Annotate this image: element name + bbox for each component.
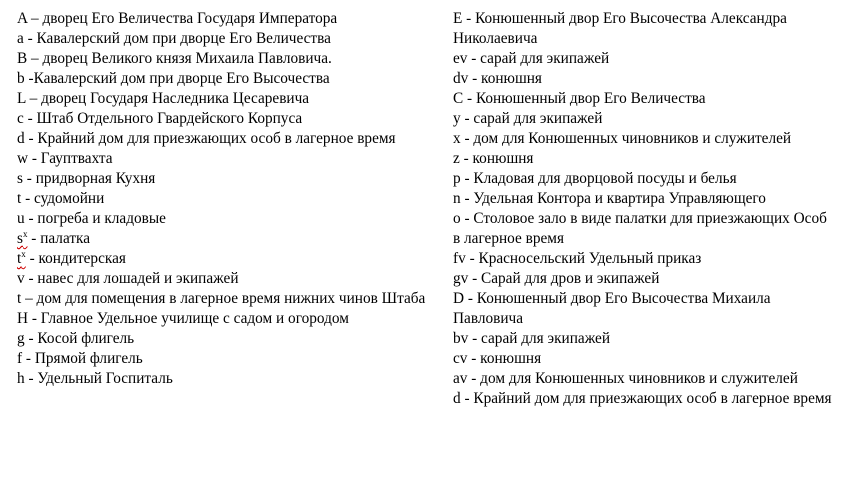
legend-entry	[17, 249, 429, 269]
legend-entry: v - навес для лошадей и экипажей	[17, 270, 239, 287]
legend-entry: C - Конюшенный двор Его Величества	[453, 90, 706, 107]
legend-entry: f - Прямой флигель	[17, 350, 143, 367]
legend-entry: bv - сарай для экипажей	[453, 330, 611, 347]
legend-entry: o - Столовое зало в виде палатки для приезжающих Особ в лагерное время	[453, 210, 827, 247]
legend-code	[17, 230, 27, 247]
legend-entry: x - дом для Конюшенных чиновников и служителей	[453, 130, 792, 147]
legend-entry: D - Конюшенный двор Его Высочества Михаила Павловича	[453, 290, 771, 327]
legend-description: - кондитерская	[25, 250, 126, 267]
legend-code-superscript: x	[22, 229, 28, 239]
legend-entry: av - дом для Конюшенных чиновников и служителей	[453, 370, 798, 387]
legend-entry: ev - сарай для экипажей	[453, 50, 610, 67]
legend-entry: w - Гауптвахта	[17, 150, 113, 167]
legend-entry: s - придворная Кухня	[17, 170, 156, 187]
legend-entry	[17, 229, 429, 249]
legend-entry: h - Удельный Госпиталь	[17, 370, 173, 387]
legend-code-letter: s	[17, 230, 23, 247]
legend-entry: H - Главное Удельное училище с садом и огородом	[17, 310, 349, 327]
legend-entry: L – дворец Государя Наследника Цесаревича	[17, 90, 310, 107]
legend-entry: z - конюшня	[453, 150, 534, 167]
legend-entry: y - сарай для экипажей	[453, 110, 603, 127]
legend-entry: g - Косой флигель	[17, 330, 135, 347]
legend-description: - палатка	[27, 230, 91, 247]
legend-entry: a - Кавалерский дом при дворце Его Величества	[17, 30, 331, 47]
legend-code-superscript: x	[21, 249, 26, 259]
legend-entry: n - Удельная Контора и квартира Управляющего	[453, 190, 766, 207]
legend-entry: t – дом для помещения в лагерное время нижних чинов Штаба	[17, 290, 426, 307]
legend-entry: gv - Сарай для дров и экипажей	[453, 270, 660, 287]
legend-entry: d - Крайний дом для приезжающих особ в лагерное время	[453, 390, 832, 407]
legend-entry: cv - конюшня	[453, 350, 542, 367]
legend-entry: d - Крайний дом для приезжающих особ в лагерное время	[17, 130, 396, 147]
legend-entry: u - погреба и кладовые	[17, 210, 166, 227]
legend-column-right	[453, 9, 835, 409]
legend-entry: dv - конюшня	[453, 70, 542, 87]
legend-entry: c - Штаб Отдельного Гвардейского Корпуса	[17, 110, 303, 127]
legend-code	[17, 250, 26, 267]
legend-entry: fv - Красносельский Удельный приказ	[453, 250, 702, 267]
legend-entry: t - судомойни	[17, 190, 105, 207]
legend-code-letter: t	[17, 250, 22, 267]
legend-entry: b -Кавалерский дом при дворце Его Высочества	[17, 70, 330, 87]
legend-entry: E - Конюшенный двор Его Высочества Александра Николаевича	[453, 10, 787, 47]
legend-entry: B – дворец Великого князя Михаила Павловича.	[17, 50, 332, 67]
legend-entry: p - Кладовая для дворцовой посуды и белья	[453, 170, 737, 187]
legend-column-left	[17, 9, 429, 389]
legend-entry: A – дворец Его Величества Государя Императора	[17, 10, 338, 27]
